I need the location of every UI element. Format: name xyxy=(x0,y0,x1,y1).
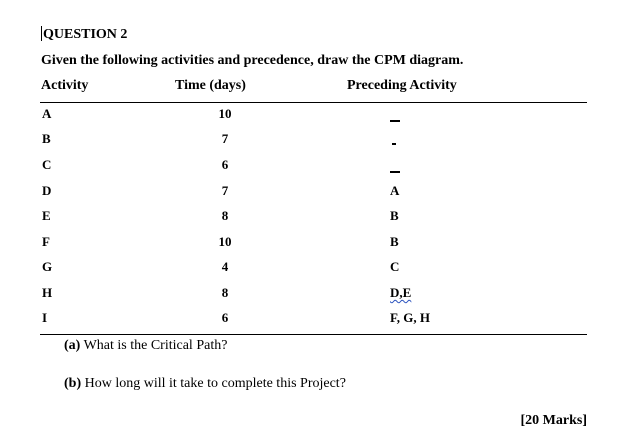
preceding-cell xyxy=(390,208,399,224)
time-cell: 6 xyxy=(221,157,229,172)
preceding-text: D,E xyxy=(390,285,412,300)
time-cell: 8 xyxy=(221,285,229,300)
time-cell: 4 xyxy=(221,259,229,274)
activity-cell: E xyxy=(42,208,51,223)
header-activity: Activity xyxy=(41,78,89,93)
time-cell: 8 xyxy=(221,208,229,223)
question-b-text: How long will it take to complete this Project? xyxy=(84,376,346,391)
instruction-text: Given the following activities and precedence, draw the CPM diagram. xyxy=(41,53,464,68)
header-preceding: Preceding Activity xyxy=(347,78,457,93)
question-a-text: What is the Critical Path? xyxy=(83,338,228,353)
preceding-cell xyxy=(390,259,399,275)
time-cell: 10 xyxy=(218,234,232,249)
activity-cell: A xyxy=(42,106,52,121)
preceding-cell xyxy=(390,285,411,301)
preceding-text: F, G, H xyxy=(390,310,430,325)
question-b xyxy=(64,376,346,392)
time-cell: 6 xyxy=(221,310,229,325)
preceding-cell xyxy=(390,234,399,250)
dash-mark xyxy=(390,120,400,122)
preceding-text: C xyxy=(390,259,400,274)
question-b-label: (b) xyxy=(64,376,82,391)
question-a xyxy=(64,338,227,354)
activity-cell: C xyxy=(42,157,52,172)
activity-cell: H xyxy=(42,285,53,300)
text-cursor xyxy=(41,26,42,41)
preceding-text: A xyxy=(390,183,400,198)
dash-mark xyxy=(390,171,400,173)
activity-cell: B xyxy=(42,131,51,146)
activity-cell: G xyxy=(42,259,53,274)
preceding-cell xyxy=(390,310,430,326)
time-cell: 10 xyxy=(218,106,232,121)
preceding-text: B xyxy=(390,208,399,223)
activity-cell: F xyxy=(42,234,50,249)
table-bottom-rule xyxy=(40,334,587,335)
preceding-cell xyxy=(390,183,399,199)
time-cell: 7 xyxy=(221,183,229,198)
question-a-label: (a) xyxy=(64,338,81,353)
marks-label: [20 Marks] xyxy=(520,413,587,428)
preceding-text: B xyxy=(390,234,399,249)
time-cell: 7 xyxy=(221,131,229,146)
dash-mark xyxy=(392,143,396,145)
question-title: QUESTION 2 xyxy=(43,27,128,42)
header-time: Time (days) xyxy=(175,78,246,93)
table-top-rule xyxy=(40,102,587,103)
activity-cell: D xyxy=(42,183,52,198)
activity-cell: I xyxy=(42,310,48,325)
